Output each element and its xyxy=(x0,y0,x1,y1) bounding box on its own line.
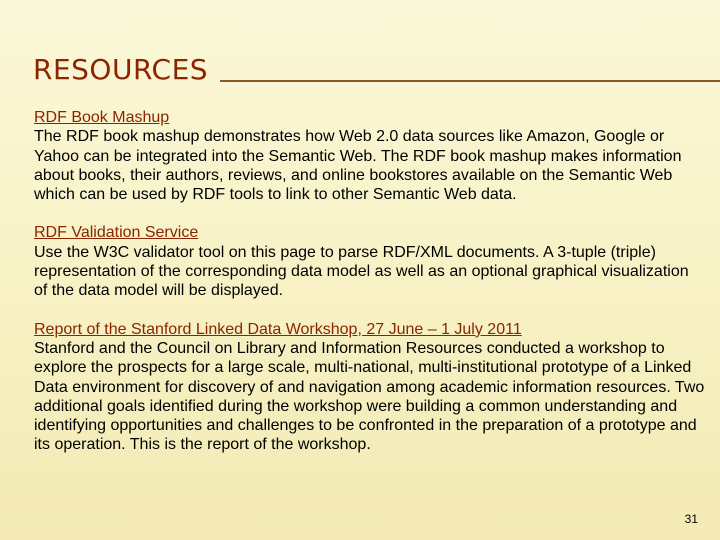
resource-item-rdf-book-mashup xyxy=(34,108,706,204)
title-underline-rule xyxy=(220,80,720,82)
rdf-validation-service-link[interactable]: RDF Validation Service xyxy=(34,224,199,242)
resource-item-rdf-validation-service xyxy=(34,223,706,300)
rdf-book-mashup-description: The RDF book mashup demonstrates how Web 2.0 data sources like Amazon, Google or Yahoo can be integrated into the Semantic Web. The RDF book mashup makes information about books, their authors, reviews, and online bookstores available on the Semantic Web which can be used by RDF tools to link to other Semantic Web data. xyxy=(34,128,682,204)
stanford-workshop-report-description: Stanford and the Council on Library and Information Resources conducted a workshop to explore the prospects for a large scale, multi-national, multi-institutional prototype of a Linked Data environment for discovery of and navigation among academic information resources. Two additional goals identified during the workshop were building a common understanding and identifying opportunities and challenges to be confronted in the preparation of a prototype and its operation. This is the report of the workshop. xyxy=(34,339,705,454)
resources-list xyxy=(34,108,706,474)
resource-item-stanford-workshop-report xyxy=(34,320,706,455)
rdf-book-mashup-link[interactable]: RDF Book Mashup xyxy=(34,109,170,126)
rdf-validation-service-description: Use the W3C validator tool on this page to parse RDF/XML documents. A 3-tuple (triple) representation of the corresponding data model as well as an optional graphical visualization of the data model will be displayed. xyxy=(34,243,689,300)
page-number: 31 xyxy=(684,512,698,526)
stanford-workshop-report-link[interactable]: Report of the Stanford Linked Data Workshop, 27 June – 1 July 2011 xyxy=(34,320,522,338)
slide-title: RESOURCES xyxy=(33,53,209,86)
